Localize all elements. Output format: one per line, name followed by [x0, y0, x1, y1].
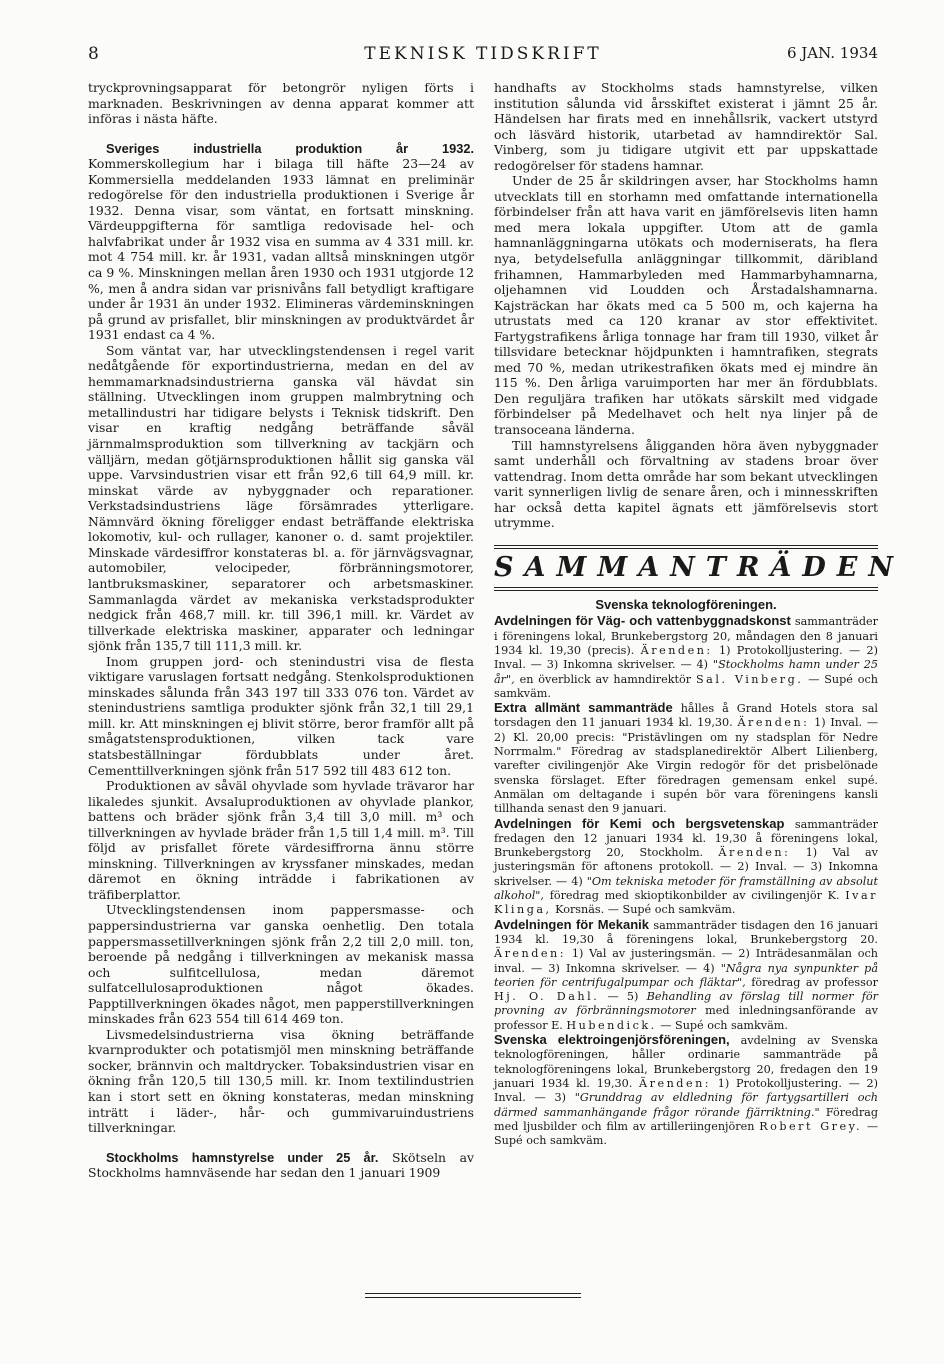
meeting-text: sammanträder i föreningens lokal, Brunkebergstorg 20, måndagen den 8 januari 1934 kl. 19,30 (precis). [494, 615, 878, 657]
meeting-text: avdelning av Svenska teknologföreningen, håller ordinarie sammanträde på teknologföreningens lokal, Brunkebergstorg 20, fredagen den 19 januari 1934 kl. 19,30. [494, 1034, 878, 1090]
speaker-name: Sal. Vinberg. [696, 672, 804, 686]
paragraph: Utvecklingstendensen inom pappersmasse- och pappersindustrierna var ganska oenhetlig. Den totala pappersmassetillverkningen sjönk från 2,2 till 2,0 mill. ton, beroende på nedgång i tillverkningen av mekanisk massa och sulfitcellulosa, medan däremot sulfatcellulosaproduktionen något ökades. Papptillverkningen ökades något, men papperstillverkningen minskades från 623 554 till 614 469 ton. [88, 902, 474, 1027]
lecture-title: "Grunddrag av eldledning för fartygsartilleri och därmed sammanhängande frågor rörande fjärriktning." [494, 1091, 879, 1119]
lecture-title: Behandling av förslag till normer för provning av förbränningsmotorer [494, 990, 878, 1018]
journal-title: TEKNISK TIDSKRIFT [364, 44, 602, 64]
issue-date: 6 JAN. 1934 [786, 44, 878, 62]
right-column [494, 80, 905, 1148]
society-heading: Svenska teknologföreningen. [595, 596, 777, 612]
divider [365, 1297, 581, 1298]
agenda-label: Ärenden: [718, 846, 791, 860]
page-header [88, 44, 878, 70]
paragraph: Till hamnstyrelsens åligganden höra även nybyggnader samt underhåll och förvaltning av stadens broar över vattendrag. Inom detta område har som bekant utvecklingen varit synnerligen livlig de senare åren, och i minnesskriften har också detta kapitel ägnats ett jämförelsevis stort utrymme. [494, 437, 878, 531]
meeting-text: föredrag av professor [751, 975, 878, 989]
article-harbour-board [88, 1150, 474, 1181]
meeting-text: — 5) [607, 990, 639, 1004]
meeting-text: 1) Val av justeringsmän. — 2) Inträdesanmälan och inval. — 3) Inkomna skrivelser. — 4) [494, 947, 878, 975]
article-industrial-production [88, 141, 474, 343]
divider [494, 590, 878, 591]
divider [365, 1293, 581, 1294]
divider [494, 548, 878, 549]
section-title: SAMMANTRÄDEN [494, 551, 905, 583]
speaker-name: Ivar Klinga, [494, 889, 878, 917]
speaker-name: Hubendick. [566, 1018, 657, 1032]
paragraph: Inom gruppen jord- och stenindustri visa de flesta viktigare varuslagen fortsatt nedgång. Stenkolsproduktionen minskades sålunda från 343 197 till 333 076 ton. Värdet av stenindustriens samtliga produkter sjönk från 32,1 till 29,1 mill. kr. Att minskningen ej blivit större, beror framför allt på smågatstensproduktionen, vilken tack vare statsbeställningar fördubblats under året. Cementtillverkningen sjönk från 517 592 till 483 612 ton. [88, 653, 474, 778]
meeting-text: med inledningsanförande av professor E. [494, 1004, 878, 1032]
meeting-notice [494, 817, 878, 918]
meeting-text: — Supé och samkväm. [660, 1018, 788, 1032]
meeting-notice [494, 701, 878, 816]
paragraph: handhafts av Stockholms stads hamnstyrelse, vilken institution sålunda vid årsskiftet existerat i jämnt 25 år. Händelsen har firats med en innehållsrik, vackert utstyrd och läsvärd historik, utarbetad av hamndirektör Sal. Vinberg, som ju tidigare utgivit ett par uppskattade redogörelser för stadens hamnar. [494, 80, 878, 173]
meeting-title: Avdelningen för Mekanik [494, 916, 649, 932]
meeting-text: 1) Inval. — 2) Kl. 20,00 precis: "Pristävlingen om ny stadsplan för Nedre Norrmalm." Föredrag av stadsplanedirektör Albert Lilienberg, varefter civilingenjör Ake Virgin redogör för det prisbelönade svenska förslaget. Efter föredragen gemensam enkel supé. Anmälan om deltagande i supén bör vara föreningens kansli tillhanda senast den 9 januari. [494, 716, 879, 816]
paragraph: Som väntat var, har utvecklingstendensen i regel varit nedåtgående för exportindustrierna, medan en del av hemmamarknadsindustrierna ganska väl hävdat sin ställning. Utvecklingen inom gruppen malmbrytning och metallindustri har tidigare belysts i Teknisk tidskrift. Den visar en kraftig nedgång beträffande såväl järnmalmsproduktion som tillverkning av tackjärn och välljärn, medan götjärnsproduktionen hållit sig ganska väl uppe. Varvsindustrien visar ett från 92,6 till 64,9 mill. kr. minskat värde av nybyggnader och reparationer. Verkstadsindustriens läge försämrades ytterligare. Nämnvärd ökning föreligger endast beträffande elektriska lokomotiv, kul- och rullager, kanoner o. d. samt projektiler. Minskade värdesiffror konstateras bl. a. för järnvägsvagnar, automobiler, velocipeder, förbränningsmotorer, lantbruksmaskiner, separatorer och arbetsmaskiner. Sammanlagda värdet av mekaniska verkstadsprodukter nedgick från 468,7 mill. kr. till 396,1 mill. kr. Värdet av tillverkade elektriska maskiner, apparater och ledningar sjönk från 135,7 till 111,3 mill. kr. [88, 342, 474, 654]
meeting-text: 1) Protokolljustering. — 2) Inval. — 3) Inkomna skrivelser. — 4) [494, 644, 878, 672]
lecture-title: "Om tekniska metoder för framställning av absolut alkohol", [494, 874, 878, 903]
lecture-title: "Några nya synpunkter på teorien för centrifugalpumpar och fläktar", [494, 961, 878, 989]
paragraph: Skötseln av Stockholms hamnväsende har sedan den 1 januari 1909 [88, 1149, 474, 1181]
meeting-notice [494, 918, 878, 1033]
article-title: Stockholms hamnstyrelse under 25 år. [106, 1149, 379, 1165]
meeting-text: Föredrag med ljusbilder och film av artilleriingenjören [494, 1105, 879, 1133]
agenda-label: Ärenden: [737, 716, 810, 730]
continued-paragraph: tryckprovningsapparat för betongrör nyligen förts i marknaden. Beskrivningen av denna apparat kommer att införas i nästa häfte. [88, 80, 474, 127]
meeting-text: en överblick av hamndirektör [519, 672, 692, 686]
meeting-text: sammanträder tisdagen den 16 januari 1934 kl. 19,30 å föreningens lokal, Brunkebergstorg 20. [494, 918, 878, 946]
meeting-text: 1) Protokolljustering. — 2) Inval. — 3) [494, 1076, 878, 1105]
page-number: 8 [88, 44, 99, 64]
meeting-text: — Supé och samkväm. [494, 672, 878, 700]
meeting-title: Avdelningen för Kemi och bergsvetenskap [494, 815, 785, 831]
paragraph: Kommerskollegium har i bilaga till häfte 23—24 av Kommersiella meddelanden 1933 lämnat en preliminär redogörelse för den industriella produktionen i Sverige år 1932. Denna visar, som väntat, en fortsatt minskning. Värdeuppgifterna för samtliga redovisade hel- och halvfabrikat under år 1932 visa en summa av 4 331 mill. kr. mot 4 754 mill. kr. år 1931, vadan alltså minskningen utgör ca 9 %. Minskningen mellan åren 1930 och 1931 utgjorde 12 %, men å andra sidan var prisnivåns fall betydligt kraftigare under år 1931 än under 1932. Elimineras värdeminskningen på grund av prisfallet, blir minskningen av produktvärdet år 1931 endast ca 4 %. [88, 156, 474, 343]
agenda-label: Ärenden: [639, 1076, 712, 1090]
meeting-title: Extra allmänt sammanträde [494, 700, 673, 716]
article-title: Sveriges industriella produktion år 1932. [106, 140, 474, 156]
paragraph: Livsmedelsindustrierna visa ökning beträffande kvarnprodukter och potatismjöl men minskning beträffande socker, brännvin och maltdrycker. Tobaksindustrien visar en ökning från 120,5 till 130,5 mill. kr. Inom textilindustrien kan i stort sett en ökning konstateras, medan minskning inträtt i läder-, hår- och gummivaruindustriens tillverkningar. [88, 1026, 474, 1136]
meeting-notice [494, 1033, 878, 1148]
meeting-text: Korsnäs. — Supé och samkväm. [555, 903, 736, 917]
divider [494, 587, 878, 588]
divider [494, 545, 878, 546]
meeting-title: Avdelningen för Väg- och vattenbyggnadskonst [494, 613, 791, 629]
speaker-name: Hj. O. Dahl. [494, 990, 600, 1004]
lecture-title: "Stockholms hamn under 25 år", [494, 658, 878, 686]
agenda-label: Ärenden: [640, 644, 713, 657]
left-column [88, 80, 474, 1181]
speaker-name: Robert Grey. [759, 1119, 863, 1133]
meeting-title: Svenska elektroingenjörsföreningen, [494, 1032, 730, 1048]
paragraph: Produktionen av såväl ohyvlade som hyvlade trävaror har likaledes sjunkit. Avsaluproduktionen av ohyvlade plankor, battens och bräder sjönk från 3,4 till 3,0 mill. m³ och tillverkningen av hyvlade bräder från 1,5 till 1,4 mill. m³. Till följd av prisfallet förete värdesiffrorna ännu större minskning. Tillverkningen av kryssfaner minskades, medan däremot en ökning inträdde i fabrikationen av träfiberplattor. [88, 778, 474, 902]
section-banner [494, 545, 905, 591]
meeting-text: 1) Val av justeringsmän för aftonens protokoll. — 2) Inval. — 3) Inkomna skrivelser. — 4) [494, 846, 878, 888]
paragraph: Under de 25 år skildringen avser, har Stockholms hamn utvecklats till en storhamn med omfattande internationella förbindelser från att hava varit en jämförelsevis liten hamn med mera lokala uppgifter. Utom att de gamla hamnanläggningarna utökats och moderniserats, ha flera nya, betydelsefulla anläggningar tillkommit, däribland frihamnen, Hammarbyleden med Hammarbyhamnarna, oljehamnen vid Loudden och Årstadalshamnarna. Kajsträckan har ökats med ca 5 500 m, och kajerna ha utrustats med ca 120 kranar av stor effektivitet. Fartygstrafikens årliga tonnage har fram till 1930, vilket år tillsvidare betecknar höjdpunkten i hamntrafiken, stegrats med 70 %, medan utrikestrafiken ökats med ej mindre än 115 %. Den årliga varuimporten har mer än fördubblats. Den reguljära trafiken har utökats särskilt med vidgade förbindelser på Medelhavet och helt nya linjer på de transoceana länderna. [494, 173, 878, 438]
meeting-text: hålles å Grand Hotels stora sal torsdagen den 11 januari 1934 kl. 19,30. [494, 702, 879, 730]
meeting-notice [494, 614, 878, 701]
meeting-text: föredrag med skioptikonbilder av civilingenjör K. [549, 889, 840, 903]
meeting-text: sammanträder fredagen den 12 januari 1934 kl. 19,30 å föreningens lokal, Brunkebergstorg 20, Stockholm. [494, 817, 878, 860]
agenda-label: Ärenden: [494, 947, 567, 961]
closing-rules [365, 1290, 581, 1301]
meeting-text: — Supé och samkväm. [494, 1119, 878, 1148]
